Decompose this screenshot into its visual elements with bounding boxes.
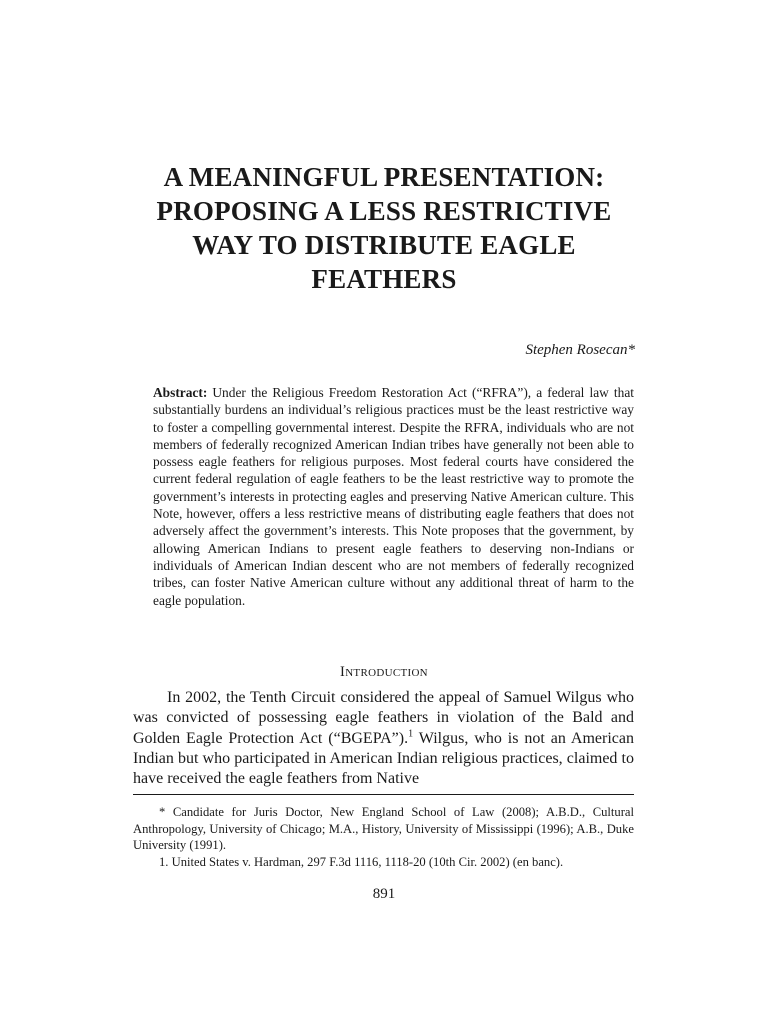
abstract-text: Under the Religious Freedom Restoration Act (“RFRA”), a federal law that substantially burdens an individual’s religious practices must be the least restrictive way to foster a compelling governmental interest. Despite the RFRA, individuals who are not members of federally recognized American Indian tribes have generally not been able to possess eagle feathers for religious purposes. Most federal courts have considered the current federal regulation of eagle feathers to be the least restrictive way to promote the government’s interests in protecting eagles and preserving Native American culture. This Note, however, offers a less restrictive means of distributing eagle feathers that does not adversely affect the government’s interests. This Note proposes that the government, by allowing American Indians to present eagle feathers to deserving non-Indians or individuals of American Indian descent who are not members of federally recognized tribes, can foster Native American culture without any additional threat of harm to the eagle population. [153, 385, 634, 608]
article-title [134, 160, 634, 296]
body-paragraph [133, 688, 634, 789]
footnote: * Candidate for Juris Doctor, New England School of Law (2008); A.B.D., Cultural Anthropology, University of Chicago; M.A., History, University of Mississippi (1996); A.B., Duke University (1991). [133, 805, 634, 853]
footnote: 1. United States v. Hardman, 297 F.3d 1116, 1118-20 (10th Cir. 2002) (en banc). [159, 855, 564, 870]
page-number: 891 [372, 886, 396, 902]
title-line: PROPOSING A LESS RESTRICTIVE [156, 196, 612, 226]
footnotes [133, 804, 634, 871]
title-line: A MEANINGFUL PRESENTATION: [163, 162, 605, 192]
title-line: FEATHERS [311, 264, 457, 294]
body-text-part: In 2002, the Tenth Circuit considered the appeal of Samuel Wilgus who was convicted of possessing eagle feathers in violation of the Bald and Golden Eagle Protection Act (“BGEPA”). [133, 689, 634, 747]
footnote-marker: 1 [408, 728, 414, 740]
body-text-part: Wilgus, who is not an American Indian but who participated in American Indian religious practices, claimed to have received the eagle feathers from Native [133, 729, 634, 788]
abstract-label: Abstract: [153, 385, 208, 400]
section-heading-rest: NTRODUCTION [345, 667, 428, 679]
title-line: WAY TO DISTRIBUTE EAGLE [192, 230, 576, 260]
footnote-divider [133, 794, 634, 795]
section-heading-initial: I [340, 664, 346, 680]
abstract [153, 384, 634, 609]
author-name: Stephen Rosecan* [525, 342, 635, 358]
section-heading [0, 664, 768, 681]
